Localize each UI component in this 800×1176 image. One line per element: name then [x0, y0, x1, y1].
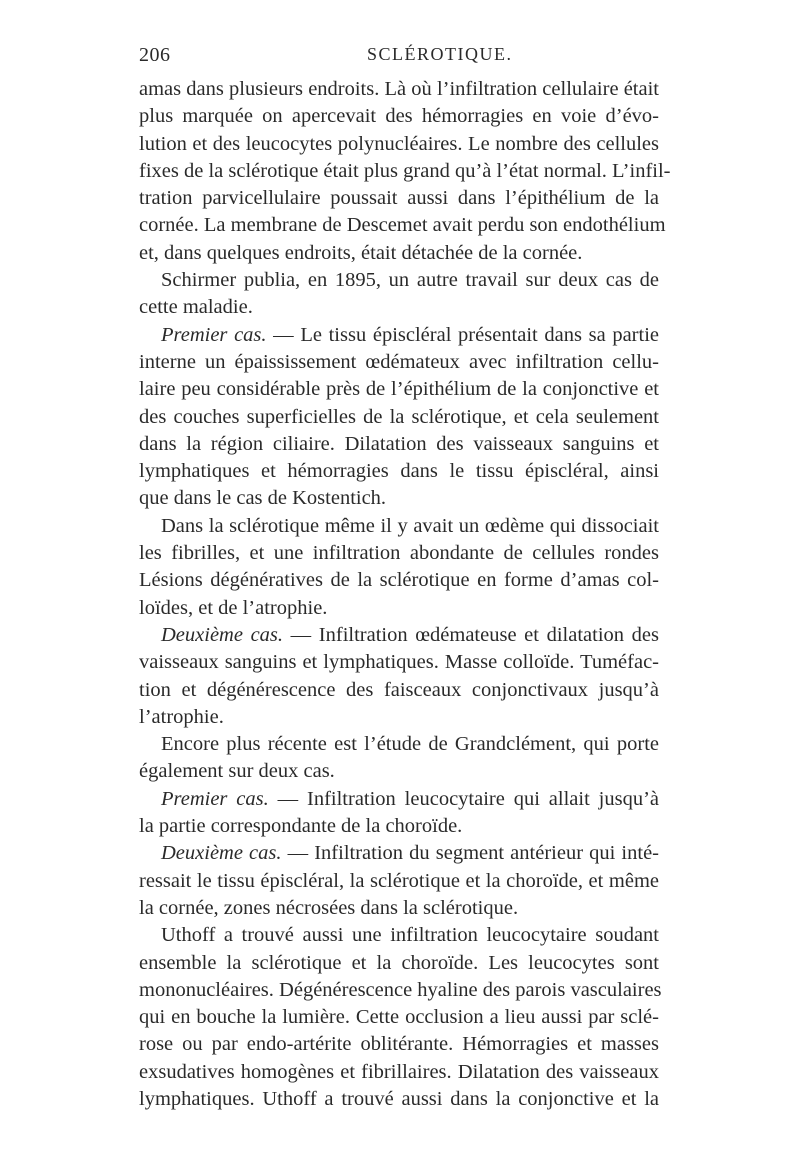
text-line: l’atrophie.: [139, 705, 224, 728]
page-number: 206: [139, 44, 171, 66]
text-line: lution et des leucocytes polynucléaires. Le nombre des cellules: [139, 132, 659, 155]
text-line: dans la région ciliaire. Dilatation des vaisseaux sanguins et: [139, 432, 659, 455]
text-line: cette maladie.: [139, 296, 253, 319]
text-line: exsudatives homogènes et fibrillaires. Dilatation des vaisseaux: [139, 1060, 659, 1083]
page-header: [139, 44, 659, 72]
text-line: Encore plus récente est l’étude de Grandclément, qui porte: [161, 733, 659, 756]
text-line: également sur deux cas.: [139, 760, 335, 783]
text-line: tration parvicellulaire poussait aussi dans l’épithélium de la: [139, 187, 659, 210]
case-heading: Deuxième cas.: [161, 842, 282, 865]
case-heading: Deuxième cas.: [161, 623, 284, 646]
text-line: lymphatiques. Uthoff a trouvé aussi dans la conjonctive et la: [139, 1087, 659, 1110]
text-line: la partie correspondante de la choroïde.: [139, 815, 463, 838]
text-line: des couches superficielles de la sclérotique, et cela seulement: [139, 405, 659, 428]
text-line: fixes de la sclérotique était plus grand qu’à l’état normal. L’infil-: [139, 159, 671, 182]
text-line: Deuxième cas. — Infiltration œdémateuse et dilatation des: [161, 623, 659, 646]
text-line: tion et dégénérescence des faisceaux conjonctivaux jusqu’à: [139, 678, 659, 701]
body-text: [139, 76, 671, 1113]
text-line: et, dans quelques endroits, était détachée de la cornée.: [139, 241, 583, 264]
text-line: ressait le tissu épiscléral, la sclérotique et la choroïde, et même: [139, 869, 659, 892]
text-line: qui en bouche la lumière. Cette occlusion a lieu aussi par sclé-: [139, 1006, 659, 1029]
text-line: cornée. La membrane de Descemet avait perdu son endothélium: [139, 214, 666, 237]
text-line: Lésions dégénératives de la sclérotique en forme d’amas col-: [139, 569, 659, 592]
text-line: ensemble la sclérotique et la choroïde. Les leucocytes sont: [139, 951, 659, 974]
text-line: les fibrilles, et une infiltration abondante de cellules rondes: [139, 542, 659, 565]
text-line: loïdes, et de l’atrophie.: [139, 596, 328, 619]
text-line: laire peu considérable près de l’épithélium de la conjonctive et: [139, 378, 659, 401]
text-line: mononucléaires. Dégénérescence hyaline des parois vasculaires: [139, 978, 662, 1001]
text-line: vaisseaux sanguins et lymphatiques. Masse colloïde. Tuméfac-: [139, 651, 659, 674]
running-title: SCLÉROTIQUE.: [367, 44, 513, 64]
text-line: Premier cas. — Le tissu épiscléral présentait dans sa partie: [161, 323, 660, 346]
text-line: plus marquée on apercevait des hémorragies en voie d’évo-: [139, 105, 659, 128]
text-line: Schirmer publia, en 1895, un autre travail sur deux cas de: [161, 269, 659, 292]
text-line: rose ou par endo-artérite oblitérante. Hémorragies et masses: [139, 1033, 659, 1056]
case-heading: Premier cas.: [161, 323, 267, 346]
text-line: lymphatiques et hémorragies dans le tissu épiscléral, ainsi: [139, 460, 659, 483]
text-line: que dans le cas de Kostentich.: [139, 487, 387, 510]
text-line: Deuxième cas. — Infiltration du segment antérieur qui inté-: [161, 842, 659, 865]
text-line: Uthoff a trouvé aussi une infiltration leucocytaire soudant: [161, 924, 659, 947]
text-line: Premier cas. — Infiltration leucocytaire qui allait jusqu’à: [161, 787, 659, 810]
text-line: interne un épaississement œdémateux avec infiltration cellu-: [139, 350, 659, 373]
text-line: amas dans plusieurs endroits. Là où l’infiltration cellulaire était: [139, 78, 659, 100]
case-heading: Premier cas.: [161, 787, 269, 810]
text-line: la cornée, zones nécrosées dans la sclérotique.: [139, 896, 519, 919]
text-line: Dans la sclérotique même il y avait un œdème qui dissociait: [161, 514, 659, 537]
